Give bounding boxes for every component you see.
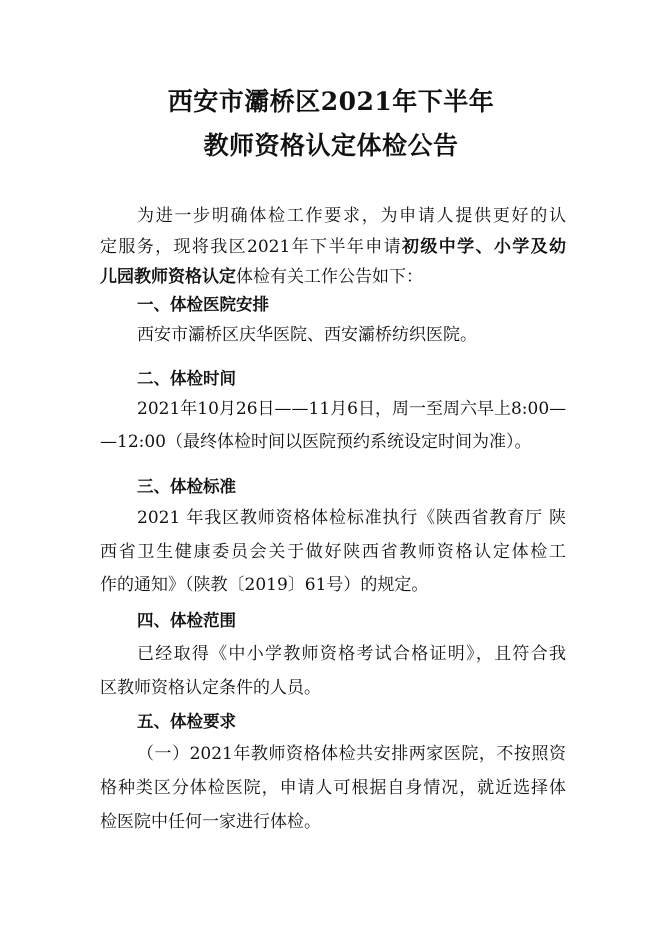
- section-3-line-3: 作的通知》（陕教〔2019〕61号）的规定。: [100, 575, 429, 595]
- section-4-line-2: 区教师资格认定条件的人员。: [100, 678, 321, 698]
- section-1-line-1: 西安市灞桥区庆华医院、西安灞桥纺织医院。: [137, 325, 477, 345]
- section-heading-1: 一、体检医院安排: [137, 295, 269, 314]
- intro-bold-scope-2: 儿园教师资格认定: [100, 267, 236, 287]
- section-5-line-2: 格种类区分体检医院，申请人可根据自身情况，就近选择体: [100, 778, 566, 798]
- section-heading-2: 二、体检时间: [137, 369, 236, 388]
- section-2-line-2: —12:00（最终体检时间以医院预约系统设定时间为准）。: [100, 432, 532, 452]
- section-3-line-1: 2021 年我区教师资格体检标准执行《陕西省教育厅 陕: [137, 508, 566, 528]
- intro-line-2-text: 定服务，现将我区2021年下半年申请: [100, 237, 402, 257]
- section-5-line-1: （一）2021年教师资格体检共安排两家医院，不按照资: [137, 744, 566, 764]
- page-title-line-2: 教师资格认定体检公告: [203, 131, 459, 160]
- intro-line-3-text: 体检有关工作公告如下：: [236, 267, 423, 287]
- section-heading-5: 五、体检要求: [137, 712, 236, 731]
- section-2-line-1: 2021年10月26日——11月6日，周一至周六早上8:00—: [137, 399, 567, 419]
- intro-line-3: [100, 266, 566, 288]
- section-3-line-2: 西省卫生健康委员会关于做好陕西省教师资格认定体检工: [100, 542, 566, 562]
- section-heading-3: 三、体检标准: [137, 477, 236, 496]
- section-heading-4: 四、体检范围: [137, 611, 236, 630]
- intro-bold-scope-1: 初级中学、小学及幼: [401, 237, 567, 257]
- section-5-line-3: 检医院中任何一家进行体检。: [100, 812, 321, 832]
- page-title-line-1: 西安市灞桥区2021年下半年: [167, 87, 495, 116]
- section-4-line-1: 已经取得《中小学教师资格考试合格证明》，且符合我: [137, 644, 566, 664]
- intro-line-1: 为进一步明确体检工作要求，为申请人提供更好的认: [137, 206, 566, 226]
- intro-line-2: [100, 236, 566, 258]
